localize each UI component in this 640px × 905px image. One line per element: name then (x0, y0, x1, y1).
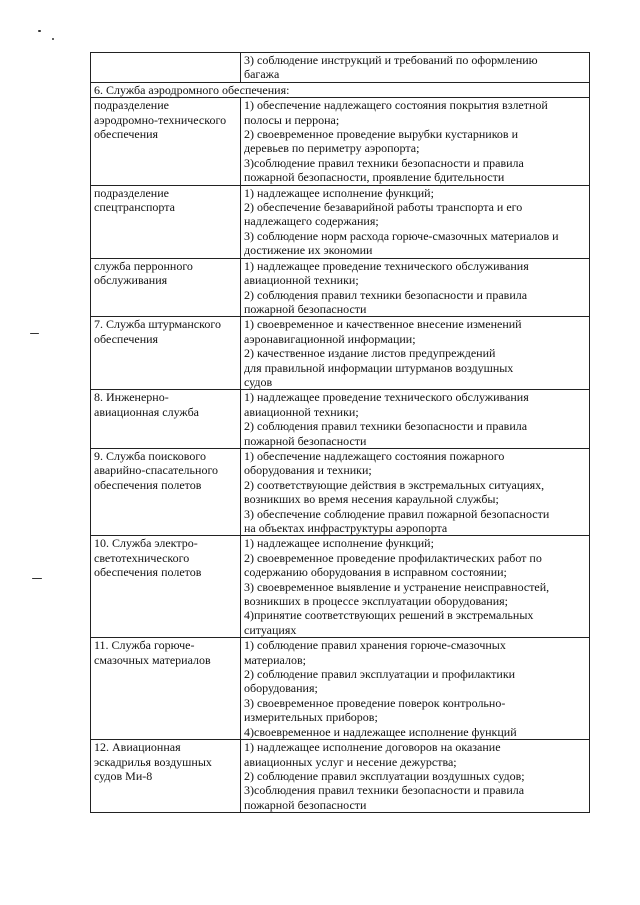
unit-name-line: аварийно-спасательного (94, 463, 219, 478)
unit-name-cell (91, 536, 241, 638)
unit-name-line: эскадрилья воздушных (94, 754, 212, 769)
unit-name-line: 11. Служба горюче- (94, 638, 195, 653)
unit-name-line: обеспечения полетов (94, 565, 202, 580)
responsibility-line: оборудования и техники; (244, 463, 372, 478)
unit-name-line: обеспечения полетов (94, 477, 202, 492)
responsibilities-cell (241, 536, 590, 638)
responsibility-line: 4)принятие соответствующих решений в экстремальных (244, 608, 534, 623)
unit-name-line: 12. Авиационная (94, 740, 181, 755)
unit-name-line: подразделение (94, 185, 169, 200)
responsibility-line: содержанию оборудования в исправном состоянии; (244, 565, 507, 580)
responsibilities-cell (241, 638, 590, 740)
unit-name-cell (91, 185, 241, 258)
responsibility-line: на объектах инфраструктуры аэропорта (244, 521, 448, 535)
responsibility-line: возникших во время несения караульной службы; (244, 492, 499, 507)
responsibility-line: судов (244, 374, 273, 389)
unit-name-line: 8. Инженерно- (94, 390, 169, 405)
responsibility-line: 1) надлежащее исполнение договоров на оказание (244, 740, 501, 755)
responsibility-line: 3) соблюдение инструкций и требований по оформлению (244, 53, 538, 67)
unit-name-cell (91, 390, 241, 449)
responsibility-line: деревьев по периметру аэропорта; (244, 141, 420, 156)
unit-name-cell (91, 53, 241, 83)
unit-name-line: подразделение (94, 98, 169, 113)
responsibility-line: достижение их экономии (244, 243, 373, 258)
responsibility-line: для правильной информации штурманов воздушных (244, 360, 514, 375)
section-header-row (91, 82, 590, 97)
unit-name-line: 10. Служба электро- (94, 536, 198, 551)
unit-name-line: судов Ми-8 (94, 768, 153, 783)
responsibilities-cell (241, 390, 590, 449)
section-header-text: 6. Служба аэродромного обеспечения: (94, 82, 290, 97)
unit-name-line: спецтранспорта (94, 200, 175, 215)
responsibility-line: багажа (244, 67, 280, 82)
responsibility-line: 3) обеспечение соблюдение правил пожарной безопасности (244, 506, 550, 521)
unit-name-cell (91, 98, 241, 185)
table-row (91, 258, 590, 317)
responsibility-line: 2) обеспечение безаварийной работы транспорта и его (244, 200, 523, 215)
unit-name-line: 9. Служба поискового (94, 448, 206, 463)
responsibility-line: пожарной безопасности (244, 301, 367, 316)
responsibility-line: возникших в процессе эксплуатации оборудования; (244, 594, 509, 609)
table-row (91, 638, 590, 740)
responsibility-line: пожарной безопасности (244, 433, 367, 448)
unit-name-line: светотехнического (94, 550, 190, 565)
responsibility-line: 1) надлежащее исполнение функций; (244, 185, 434, 200)
responsibility-line: 2) соблюдения правил техники безопасности и правила (244, 287, 528, 302)
scan-mark (32, 578, 42, 579)
responsibility-line: 3) своевременное выявление и устранение неисправностей, (244, 579, 550, 594)
table-row (91, 185, 590, 258)
unit-name-cell (91, 740, 241, 813)
responsibility-line: 3) своевременное проведение поверок контрольно- (244, 695, 506, 710)
table-row (91, 98, 590, 185)
responsibility-line: материалов; (244, 652, 306, 667)
responsibility-line: 1) обеспечение надлежащего состояния пожарного (244, 448, 505, 463)
responsibility-line: надлежащего содержания; (244, 214, 379, 229)
responsibilities-table (90, 52, 590, 813)
unit-name-cell (91, 258, 241, 317)
responsibility-line: 2) соблюдение правил эксплуатации воздушных судов; (244, 768, 525, 783)
unit-name-cell (91, 638, 241, 740)
responsibilities-cell (241, 53, 590, 83)
table-row (91, 317, 590, 390)
table-row (91, 536, 590, 638)
responsibility-line: ситуациях (244, 622, 297, 637)
responsibility-line: 1) обеспечение надлежащего состояния покрытия взлетной (244, 98, 548, 113)
unit-name-line: смазочных материалов (94, 652, 211, 667)
unit-name-line: 7. Служба штурманского (94, 317, 221, 332)
responsibility-line: 4)своевременное и надлежащее исполнение функций (244, 724, 517, 739)
responsibility-line: авиационной техники; (244, 404, 359, 419)
responsibility-line: 3)соблюдение правил техники безопасности и правила (244, 155, 524, 170)
responsibility-line: авиационной техники; (244, 273, 359, 288)
table-row (91, 53, 590, 83)
responsibilities-cell (241, 448, 590, 535)
unit-name-line: авиационная служба (94, 404, 199, 419)
responsibility-line: 1) своевременное и качественное внесение изменений (244, 317, 522, 332)
responsibility-line: 1) надлежащее проведение технического обслуживания (244, 390, 529, 405)
responsibilities-cell (241, 98, 590, 185)
responsibility-line: 2) своевременное проведение вырубки кустарников и (244, 127, 519, 142)
unit-name-line: обеспечения (94, 331, 159, 346)
responsibility-line: 2) качественное издание листов предупреждений (244, 346, 496, 361)
responsibility-line: 2) соблюдения правил техники безопасности и правила (244, 419, 528, 434)
responsibilities-cell (241, 185, 590, 258)
responsibility-line: пожарной безопасности, проявление бдительности (244, 170, 505, 185)
unit-name-cell (91, 448, 241, 535)
responsibility-line: полосы и перрона; (244, 112, 340, 127)
scan-mark (38, 30, 41, 32)
unit-name-line: обслуживания (94, 273, 168, 288)
responsibilities-cell (241, 740, 590, 813)
responsibility-line: авиационных услуг и несение дежурства; (244, 754, 457, 769)
responsibility-line: оборудования; (244, 681, 318, 696)
table-body (91, 53, 590, 813)
responsibility-line: 1) надлежащее исполнение функций; (244, 536, 434, 551)
table-row (91, 448, 590, 535)
responsibility-line: 2) соблюдение правил эксплуатации и профилактики (244, 667, 516, 682)
responsibility-line: аэронавигационной информации; (244, 331, 416, 346)
responsibilities-cell (241, 317, 590, 390)
responsibility-line: 3)соблюдения правил техники безопасности и правила (244, 783, 525, 798)
responsibilities-cell (241, 258, 590, 317)
table-row (91, 740, 590, 813)
scan-mark (52, 38, 54, 40)
unit-name-line: служба перронного (94, 258, 193, 273)
table-row (91, 390, 590, 449)
responsibility-line: пожарной безопасности (244, 797, 367, 812)
unit-name-cell (91, 317, 241, 390)
section-header-cell (91, 82, 590, 97)
responsibility-line: 2) соответствующие действия в экстремальных ситуациях, (244, 477, 545, 492)
responsibility-line: измерительных приборов; (244, 710, 378, 725)
scan-mark (30, 333, 39, 334)
responsibility-line: 1) соблюдение правил хранения горюче-смазочных (244, 638, 506, 653)
unit-name-line: аэродромно-технического (94, 112, 227, 127)
unit-name-line: обеспечения (94, 127, 159, 142)
responsibility-line: 1) надлежащее проведение технического обслуживания (244, 258, 529, 273)
responsibility-line: 2) своевременное проведение профилактических работ по (244, 550, 542, 565)
responsibility-line: 3) соблюдение норм расхода горюче-смазочных материалов и (244, 228, 559, 243)
